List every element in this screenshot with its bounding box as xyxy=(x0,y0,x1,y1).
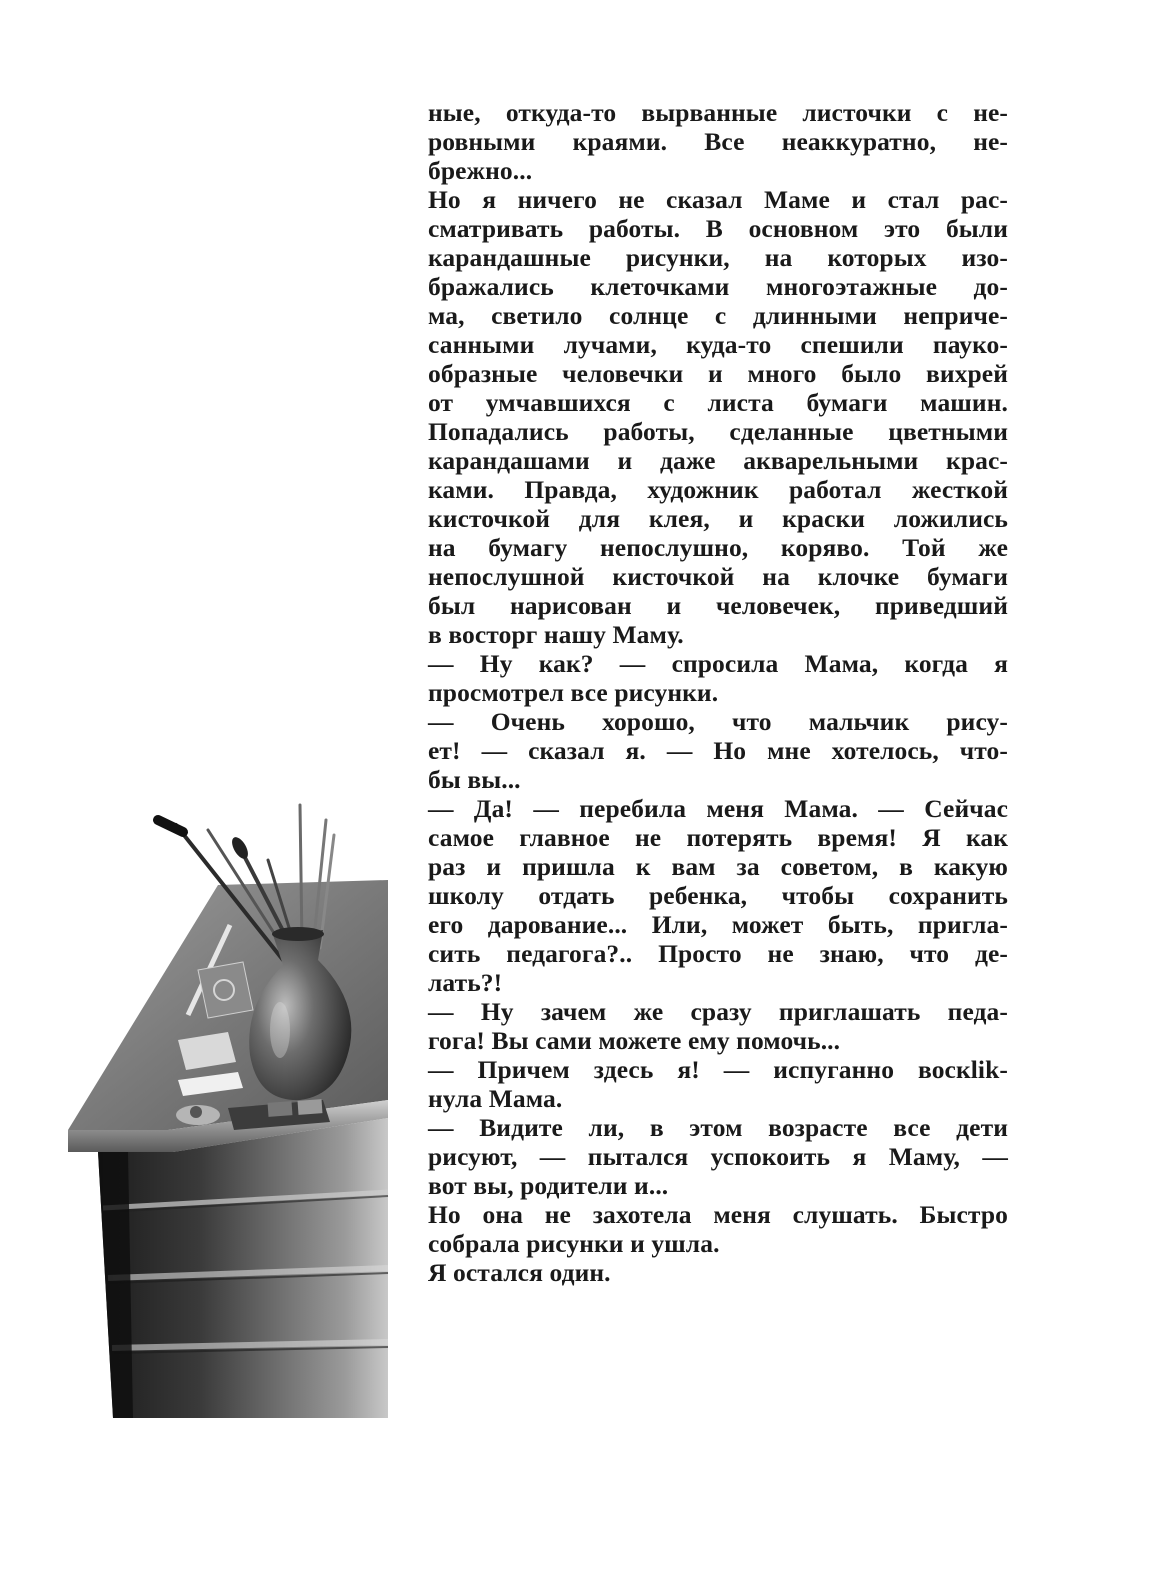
text-line: от умчавшихся с листа бумаги машин. xyxy=(428,388,1008,417)
text-line: бражались клеточками многоэтажные до- xyxy=(428,272,1008,301)
text-line: — Ну как? — спросила Мама, когда я xyxy=(428,649,1008,678)
text-line: собрала рисунки и ушла. xyxy=(428,1229,720,1258)
text-line: бы вы... xyxy=(428,765,521,794)
desk-with-brushes-in-vase-icon xyxy=(68,800,398,1418)
text-line: — Очень хорошо, что мальчик рису- xyxy=(428,707,1008,736)
text-line: Я остался один. xyxy=(428,1258,611,1287)
text-line: раз и пришла к вам за советом, в какую xyxy=(428,852,1008,881)
text-line: непослушной кисточкой на клочке бумаги xyxy=(428,562,1008,591)
text-line: ровными краями. Все неаккуратно, не- xyxy=(428,127,1008,156)
text-line: кисточкой для клея, и краски ложились xyxy=(428,504,1008,533)
paragraph xyxy=(428,1258,1008,1287)
text-line: был нарисован и человечек, приведший xyxy=(428,591,1008,620)
text-line: ма, светило солнце с длинными неприче- xyxy=(428,301,1008,330)
text-line: самое главное не потерять время! Я как xyxy=(428,823,1008,852)
text-line: сить педагога?.. Просто не знаю, что де- xyxy=(428,939,1008,968)
paragraph xyxy=(428,649,1008,707)
text-line: просмотрел все рисунки. xyxy=(428,678,719,707)
text-line: — Да! — перебила меня Мама. — Сейчас xyxy=(428,794,1008,823)
text-line: образные человечки и много было вихрей xyxy=(428,359,1008,388)
text-line: ные, откуда-то вырванные листочки с не- xyxy=(428,98,1008,127)
text-line: ками. Правда, художник работал жесткой xyxy=(428,475,1008,504)
text-line: школу отдать ребенка, чтобы сохранить xyxy=(428,881,1008,910)
text-line: — Причем здесь я! — испуганно воскlik- xyxy=(428,1055,1008,1084)
paragraph xyxy=(428,1055,1008,1113)
paragraph xyxy=(428,185,1008,649)
text-line: карандашные рисунки, на которых изо- xyxy=(428,243,1008,272)
text-line: Но она не захотела меня слушать. Быстро xyxy=(428,1200,1008,1229)
paragraph xyxy=(428,997,1008,1055)
text-line: в восторг нашу Маму. xyxy=(428,620,684,649)
text-line: ет! — сказал я. — Но мне хотелось, что- xyxy=(428,736,1008,765)
text-line: сматривать работы. В основном это были xyxy=(428,214,1008,243)
text-line: на бумагу непослушно, коряво. Той же xyxy=(428,533,1008,562)
text-line: карандашами и даже акварельными крас- xyxy=(428,446,1008,475)
paragraph xyxy=(428,707,1008,794)
text-line: гога! Вы сами можете ему помочь... xyxy=(428,1026,841,1055)
paragraph xyxy=(428,1200,1008,1258)
text-line: — Видите ли, в этом возрасте все дети xyxy=(428,1113,1008,1142)
text-line: его дарование... Или, может быть, пригла- xyxy=(428,910,1008,939)
text-line: рисуют, — пытался успокоить я Маму, — xyxy=(428,1142,1008,1171)
text-line: вот вы, родители и... xyxy=(428,1171,669,1200)
text-line: — Ну зачем же сразу приглашать педа- xyxy=(428,997,1008,1026)
text-line: нула Мама. xyxy=(428,1084,563,1113)
paragraph xyxy=(428,794,1008,997)
text-line: Попадались работы, сделанные цветными xyxy=(428,417,1008,446)
text-line: санными лучами, куда-то спешили пауко- xyxy=(428,330,1008,359)
paragraph xyxy=(428,1113,1008,1200)
text-line: брежно... xyxy=(428,156,533,185)
text-line: лать?! xyxy=(428,968,503,997)
text-line: Но я ничего не сказал Маме и стал рас- xyxy=(428,185,1008,214)
paragraph xyxy=(428,98,1008,185)
main-text xyxy=(428,98,1008,1287)
